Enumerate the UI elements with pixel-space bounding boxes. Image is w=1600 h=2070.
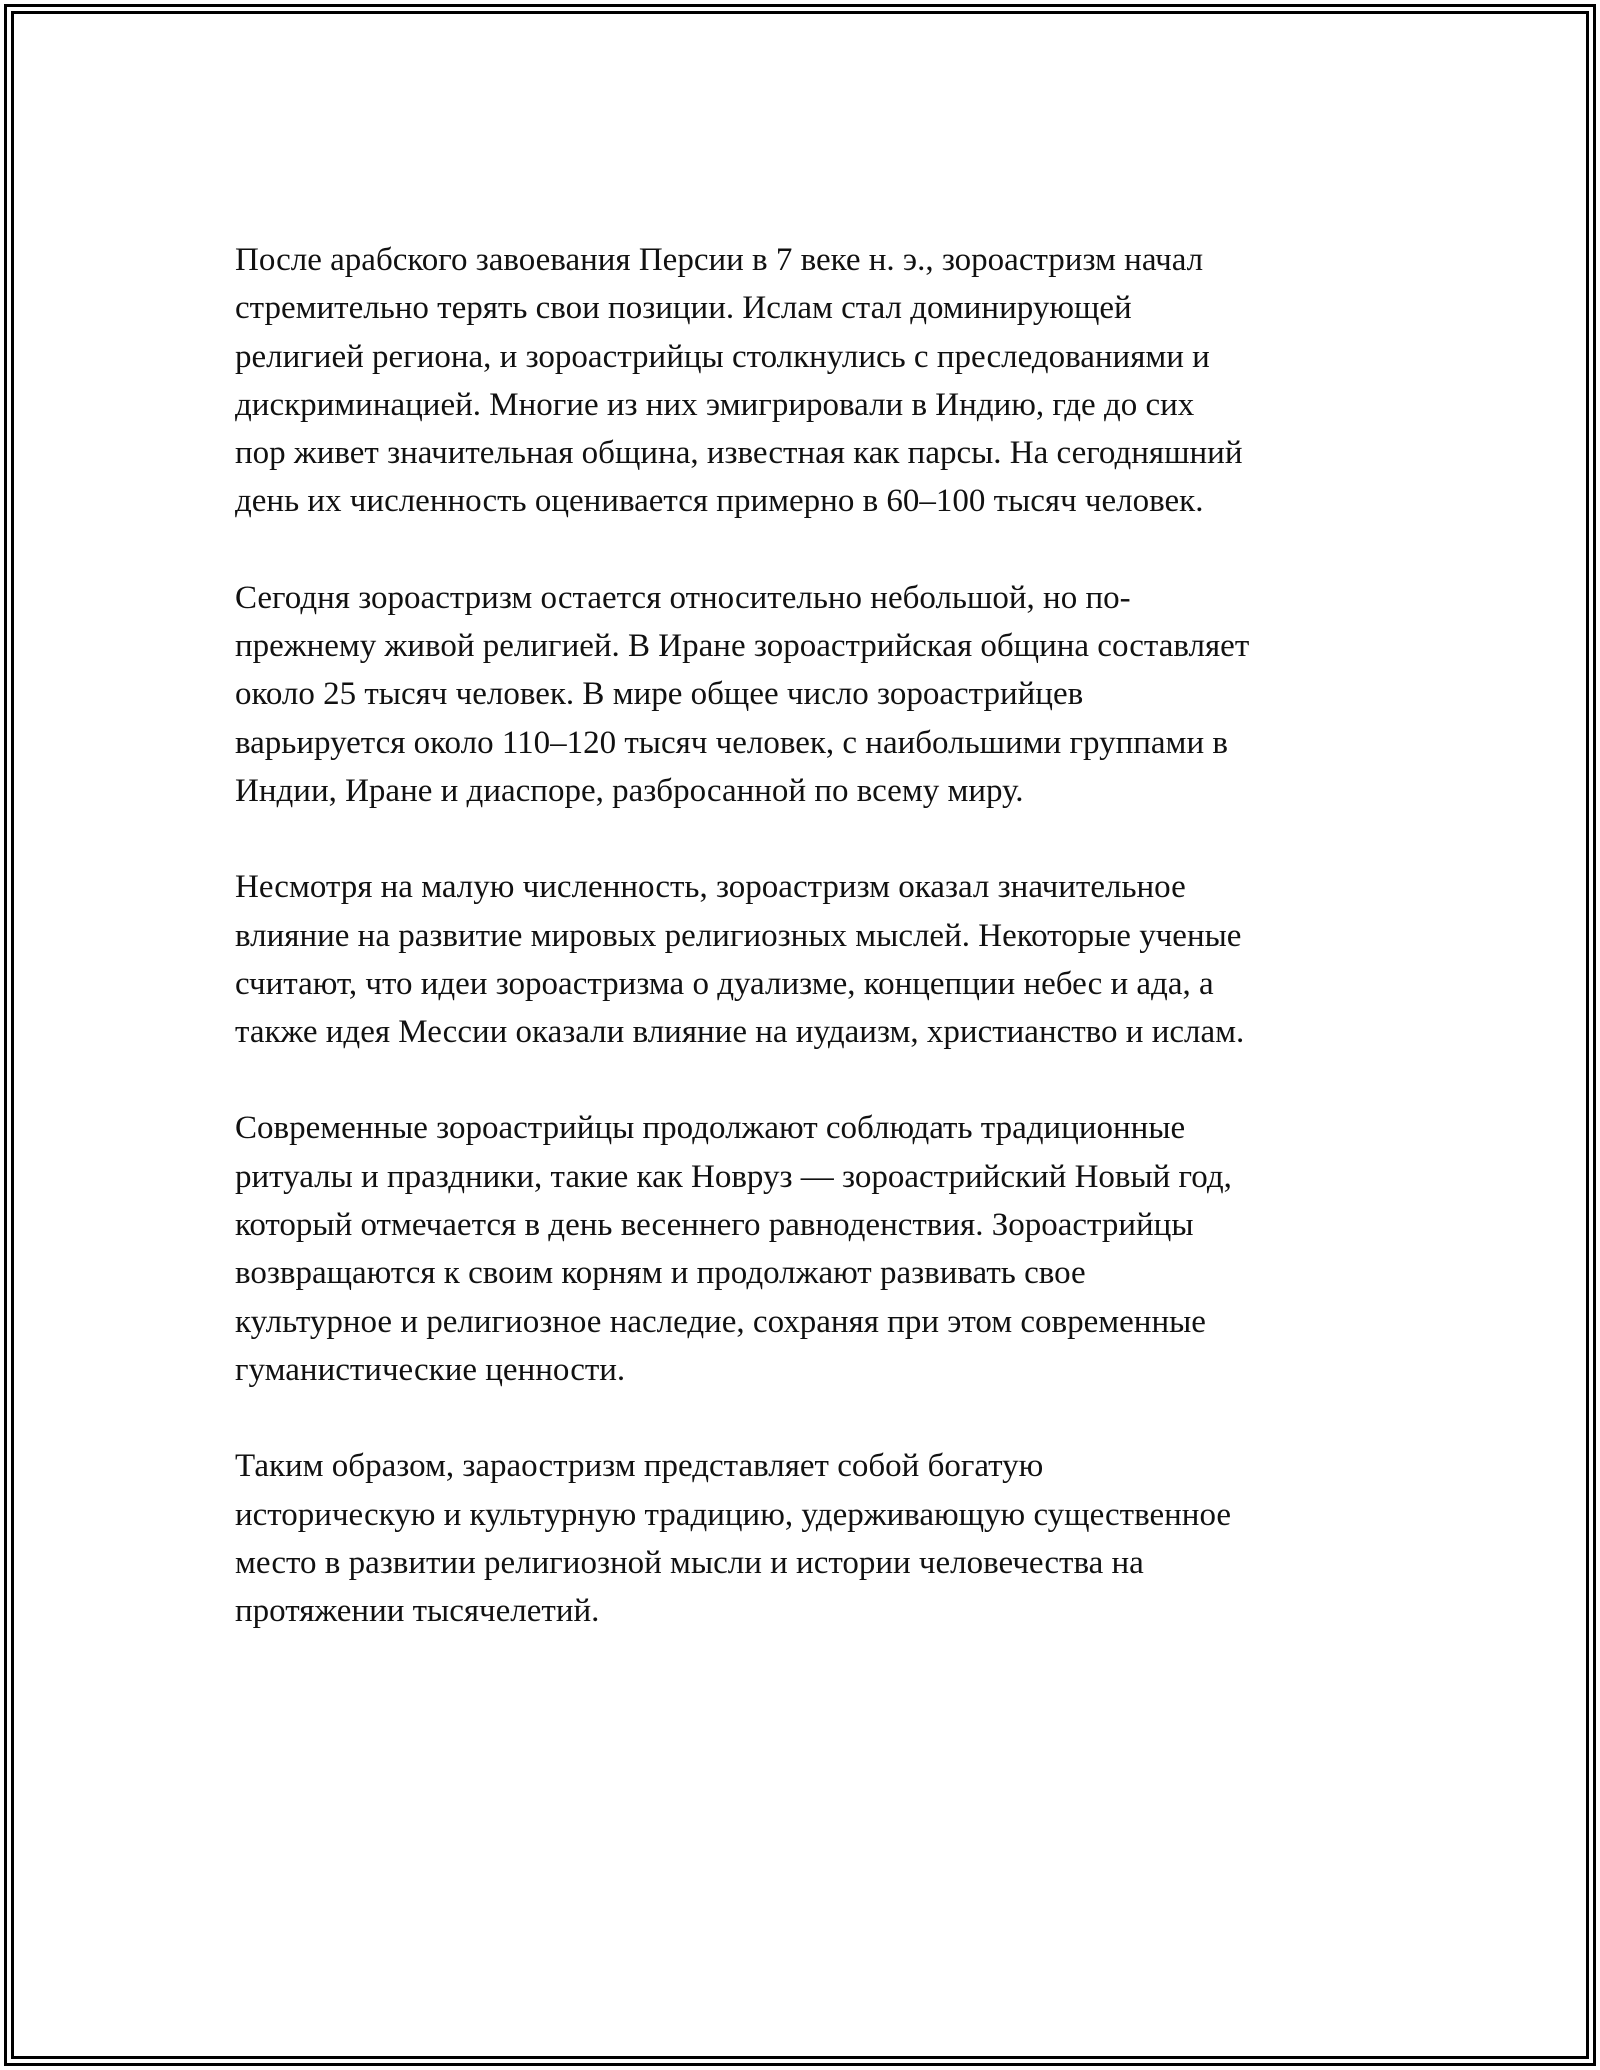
paragraph-influence: [235, 863, 1365, 1056]
text-line: Сегодня зороастризм остается относительно небольшой, но по-: [235, 579, 1131, 616]
text-line: культурное и религиозное наследие, сохраняя при этом современные: [235, 1303, 1206, 1340]
text-line: влияние на развитие мировых религиозных мыслей. Некоторые ученые: [235, 917, 1242, 954]
text-line: После арабского завоевания Персии в 7 веке н. э., зороастризм начал: [235, 242, 1204, 278]
text-line: ритуалы и праздники, такие как Новруз — зороастрийский Новый год,: [235, 1158, 1232, 1195]
text-line: день их численность оценивается примерно в 60–100 тысяч человек.: [235, 483, 1204, 520]
text-line: Несмотря на малую численность, зороастризм оказал значительное: [235, 869, 1186, 906]
text-line: возвращаются к своим корням и продолжают развивать свое: [235, 1255, 1086, 1292]
text-line: около 25 тысяч человек. В мире общее число зороастрийцев: [235, 676, 1084, 713]
paragraph-modern-rituals: [235, 1104, 1365, 1394]
document-body: [235, 236, 1365, 1683]
text-line: Таким образом, зараостризм представляет собой богатую: [235, 1448, 1044, 1485]
text-line: Современные зороастрийцы продолжают соблюдать традиционные: [235, 1110, 1186, 1147]
text-line: варьируется около 110–120 тысяч человек, с наибольшими группами в: [235, 724, 1228, 761]
text-line: место в развитии религиозной мысли и истории человечества на: [235, 1544, 1144, 1581]
text-line: считают, что идеи зороастризма о дуализме, концепции небес и ада, а: [235, 965, 1214, 1002]
text-line: пор живет значительная община, известная как парсы. На сегодняшний: [235, 435, 1243, 472]
paragraph-arab-conquest: [235, 236, 1365, 526]
text-line: протяжении тысячелетий.: [235, 1593, 600, 1630]
text-line: стремительно терять свои позиции. Ислам стал доминирующей: [235, 290, 1132, 327]
text-line: также идея Мессии оказали влияние на иудаизм, христианство и ислам.: [235, 1014, 1245, 1051]
text-line: прежнему живой религией. В Иране зороастрийская община составляет: [235, 628, 1250, 665]
text-line: историческую и культурную традицию, удерживающую существенное: [235, 1496, 1232, 1533]
text-line: религией региона, и зороастрийцы столкнулись с преследованиями и: [235, 338, 1210, 375]
paragraph-today: [235, 574, 1365, 815]
text-line: дискриминацией. Многие из них эмигрировали в Индию, где до сих: [235, 386, 1195, 423]
text-line: который отмечается в день весеннего равноденствия. Зороастрийцы: [235, 1207, 1194, 1244]
text-line: Индии, Иране и диаспоре, разбросанной по всему миру.: [235, 772, 1024, 809]
paragraph-conclusion: [235, 1442, 1365, 1635]
text-line: гуманистические ценности.: [235, 1351, 626, 1388]
